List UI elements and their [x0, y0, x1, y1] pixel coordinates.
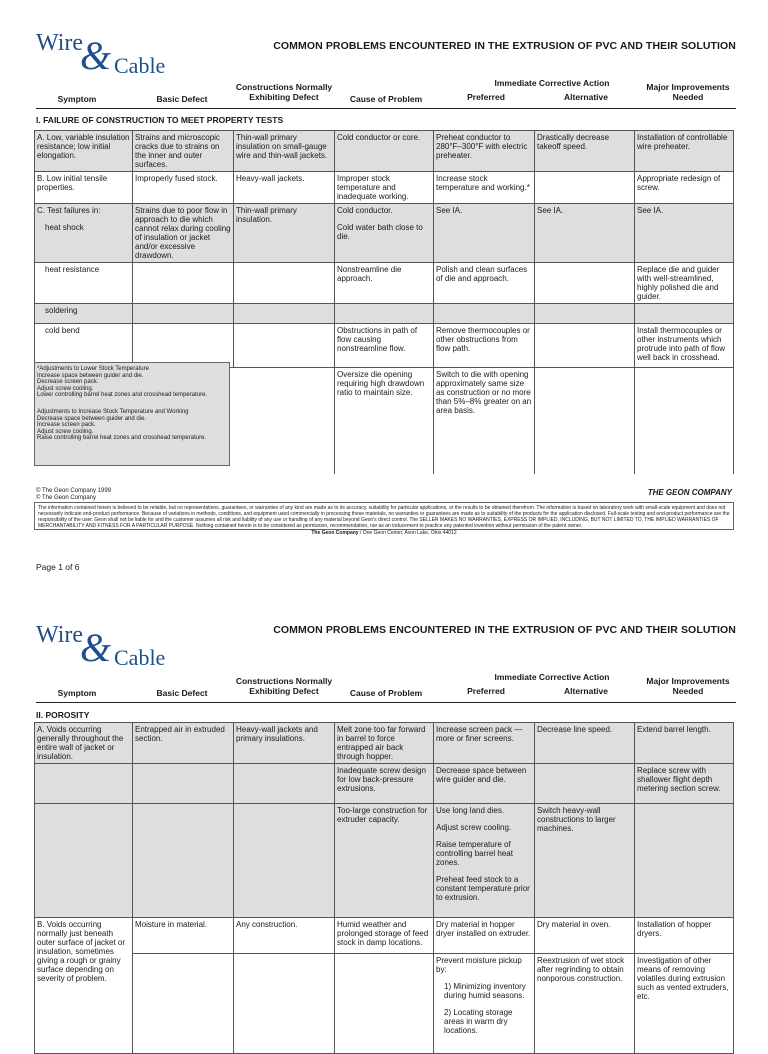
col-basic-defect: Basic Defect	[156, 94, 208, 104]
porosity-table	[34, 722, 734, 1054]
stock-temperature-note: *Adjustments to Lower Stock Temperature Increase space between guider and die. Decrease screen pack. Adjust screw cooling. Lower controlling barrel heat zones and crosshead temperature. Adjustments to Increase Stock Temperature and Working Decrease space between guider and die. Increase screen pack. Adjust screw cooling. Raise controlling barrel heat zones and crosshead temperature.	[34, 362, 230, 466]
table-row: C. Test failures in: heat shock Strains due to poor flow in approach to die which cannot relax during cooling of insulation or jacket and/or excessive drawdown. Thin-wall primary insulation. Cold conductor. Cold water bath close to die. See IA. See IA. See IA.	[35, 204, 734, 263]
table-row: heat resistance Nonstreamline die approach. Polish and clean surfaces of die and approach. Replace die and guider with well-streamlined, highly polished die and guider.	[35, 263, 734, 304]
col-major: Major Improvements Needed	[646, 676, 730, 696]
column-headers	[36, 672, 736, 702]
col-constructions: Constructions Normally Exhibiting Defect	[235, 82, 333, 102]
table-row: B. Voids occurring normally just beneath outer surface of jacket or insulation, sometimes giving a rough or grainy surface depending on severity of problem. Moisture in material. Any construction. Humid weather and prolonged storage of feed stock in damp locations. Dry material in hopper dryer installed on extruder. Dry material in oven. Installation of hopper dryers.	[35, 918, 734, 954]
col-symptom: Symptom	[57, 688, 97, 698]
table-row: A. Voids occurring generally throughout the entire wall of jacket or insulation. Entrapped air in extruded section. Heavy-wall jackets and primary insulations. Melt zone too far forward in barrel to force entrapped air back through hopper. Increase screen pack — more or finer screens. Decrease line speed. Extend barrel length.	[35, 723, 734, 764]
col-immediate: Immediate Corrective Action	[494, 672, 610, 682]
col-major: Major Improvements Needed	[646, 82, 730, 102]
page-number: Page 1 of 6	[36, 562, 80, 572]
page-1: Wire & Cable COMMON PROBLEMS ENCOUNTERED IN THE EXTRUSION OF PVC AND THEIR SOLUTION Symptom Basic Defect Constructions Normally Exhibiting Defect Cause of Problem Immediate Corrective Action Preferred Alternative Major Improvements Needed I. FAILURE OF CONSTRUCTION TO MEET PROPERTY TESTS A. Low, variable insulation resistance; low initial elongation. Strains and microscopic cracks due to strains on the inner and outer surfaces. Thin-wall primary insulation on small-gauge wire and thin-wall jackets. Cold conductor or core. Preheat conductor to 280°F–300°F with electric preheater. Drastically decrease takeoff speed. Installation of controllable wire preheater. B. Low initial tensile properties. Improperly fused stock. Heavy-wall jackets. Improper stock temperature and inadequate working. Increase stock temperature and working.* Appropriate redesign of screw. C. Test failures in: heat shock Strains due to poor flow in approach to die which cannot relax during cooling of insulation or jacket and/or excessive drawdown. Thin-wall primary insulation. Cold conductor. Cold water bath close to die. See IA. See IA. See IA. heat resistance Nonstreamline die approach. Polish and clean surfaces of die and approach. Replace die and guider with well-streamlined, highly polished die and guider. soldering cold bend Obstructions in path of flow causing nonstreamline flow. Remove thermocouples or other obstructions from flow path. Install thermocouples or other instruments which protrude into path of flow well back in crosshead. Oversize die opening requiring high drawdown ratio to maintain size. Switch to die with opening approximately same size as construction or no more than 5%–8% greater on an area basis. *Adjustments to Lower Stock Temperature Increase space between guider and die. Decrease screen pack. Adjust screw cooling. Lower controlling barrel heat zones and crosshead temperature. Adjustments to Increase Stock Temperature and Working Decrease space between guider and die. Increase screen pack. Adjust screw cooling. Raise controlling barrel heat zones and crosshead temperature. © The Geon Company 1999 © The Geon Company THE GEON COMPANY The information contained herein is believed to be reliable, but no representations, guarantees, or warranties of any kind are made as to its accuracy, suitability for particular applications, or the results to be obtained therefrom. The information is based on laboratory work with small-scale equipment and does not necessarily indicate end-product performance. Because of variations in methods, conditions, and equipment used commercially in processing these materials, no warranties or guarantees are made as to suitability of the products for the application disclosed. Full-scale testing and end-product performance are the responsibility of the user. Geon shall not be liable for and the customer assumes all risk and liability of any use or handling of any material beyond Geon's direct control. The SELLER MAKES NO WARRANTIES, EXPRESS OR IMPLIED, INCLUDING, BUT NOT LIMITED TO, THE IMPLIED WARRANTIES OF MERCHANTABILITY AND FITNESS FOR A PARTICULAR PURPOSE. Nothing contained herein is to be considered as permission, recommendation, nor as an inducement to practice any patented invention without permission of the patent owner. The Geon Company / One Geon Center, Avon Lake, Ohio 44012 Page 1 of 6	[0, 0, 768, 580]
table-row: cold bend Obstructions in path of flow causing nonstreamline flow. Remove thermocouples or other obstructions from flow path. Install thermocouples or other instruments which protrude into path of flow well back in crosshead.	[35, 324, 734, 368]
table-row: A. Low, variable insulation resistance; low initial elongation. Strains and microscopic cracks due to strains on the inner and outer surfaces. Thin-wall primary insulation on small-gauge wire and thin-wall jackets. Cold conductor or core. Preheat conductor to 280°F–300°F with electric preheater. Drastically decrease takeoff speed. Installation of controllable wire preheater.	[35, 131, 734, 172]
col-cause: Cause of Problem	[349, 688, 423, 698]
col-cause: Cause of Problem	[349, 94, 423, 104]
geon-company-logo: THE GEON COMPANY	[647, 488, 732, 497]
table-row: Prevent moisture pickup by: 1) Minimizing inventory during humid seasons. 2) Locating storage areas in warm dry locations. Reextrusion of wet stock after regrinding to obtain nonporous construction. Investigation of other means of removing volatiles during extrusion such as vented extruders, etc.	[35, 954, 734, 1054]
col-alternative: Alternative	[564, 92, 608, 102]
page-2: Wire & Cable COMMON PROBLEMS ENCOUNTERED IN THE EXTRUSION OF PVC AND THEIR SOLUTION Symptom Basic Defect Constructions Normally Exhibiting Defect Cause of Problem Immediate Corrective Action Preferred Alternative Major Improvements Needed II. POROSITY A. Voids occurring generally throughout the entire wall of jacket or insulation. Entrapped air in extruded section. Heavy-wall jackets and primary insulations. Melt zone too far forward in barrel to force entrapped air back through hopper. Increase screen pack — more or finer screens. Decrease line speed. Extend barrel length. Inadequate screw design for low back-pressure extrusions. Decrease space between wire guider and die. Replace screw with shallower flight depth metering section screw. Too-large construction for extruder capacity. Use long land dies. Adjust screw cooling. Raise temperature of controlling barrel heat zones. Preheat feed stock to a constant temperature prior to extrusion. Switch heavy-wall constructions to larger machines. B. Voids occurring normally just beneath outer surface of jacket or insulation, sometimes giving a rough or grainy surface depending on severity of problem. Moisture in material. Any construction. Humid weather and prolonged storage of feed stock in damp locations. Dry material in hopper dryer installed on extruder. Dry material in oven. Installation of hopper dryers. Prevent moisture pickup by: 1) Minimizing inventory during humid seasons. 2) Locating storage areas in warm dry locations. Reextrusion of wet stock after regrinding to obtain nonporous construction. Investigation of other means of removing volatiles during extrusion such as vented extruders, etc.	[0, 612, 768, 1024]
col-alternative: Alternative	[564, 686, 608, 696]
table-row: Inadequate screw design for low back-pressure extrusions. Decrease space between wire guider and die. Replace screw with shallower flight depth metering section screw.	[35, 764, 734, 804]
page-title: COMMON PROBLEMS ENCOUNTERED IN THE EXTRUSION OF PVC AND THEIR SOLUTION	[273, 624, 736, 636]
header-rule	[36, 108, 736, 109]
table-row: Oversize die opening requiring high drawdown ratio to maintain size. Switch to die with opening approximately same size as construction or no more than 5%–8% greater on an area basis.	[35, 368, 734, 474]
disclaimer-box: The information contained herein is believed to be reliable, but no representations, guarantees, or warranties of any kind are made as to its accuracy, suitability for particular applications, or the results to be obtained therefrom. The information is based on laboratory work with small-scale equipment and does not necessarily indicate end-product performance. Because of variations in methods, conditions, and equipment used commercially in processing these materials, no warranties or guarantees are made as to suitability of the products for the application disclosed. Full-scale testing and end-product performance are the responsibility of the user. Geon shall not be liable for and the customer assumes all risk and liability of any use or handling of any material beyond Geon's direct control. The SELLER MAKES NO WARRANTIES, EXPRESS OR IMPLIED, INCLUDING, BUT NOT LIMITED TO, THE IMPLIED WARRANTIES OF MERCHANTABILITY AND FITNESS FOR A PARTICULAR PURPOSE. Nothing contained herein is to be considered as permission, recommendation, nor as an inducement to practice any patented invention without permission of the patent owner. The Geon Company / One Geon Center, Avon Lake, Ohio 44012	[34, 502, 734, 530]
section-title: I. FAILURE OF CONSTRUCTION TO MEET PROPERTY TESTS	[36, 115, 284, 125]
col-preferred: Preferred	[467, 686, 505, 696]
col-basic-defect: Basic Defect	[156, 688, 208, 698]
column-headers	[36, 78, 736, 108]
section-title: II. POROSITY	[36, 710, 90, 720]
table-row: Too-large construction for extruder capacity. Use long land dies. Adjust screw cooling. Raise temperature of controlling barrel heat zones. Preheat feed stock to a constant temperature prior to extrusion. Switch heavy-wall constructions to larger machines.	[35, 804, 734, 918]
header-rule	[36, 702, 736, 703]
col-constructions: Constructions Normally Exhibiting Defect	[235, 676, 333, 696]
col-immediate: Immediate Corrective Action	[494, 78, 610, 88]
page-title: COMMON PROBLEMS ENCOUNTERED IN THE EXTRUSION OF PVC AND THEIR SOLUTION	[273, 40, 736, 52]
table-row: B. Low initial tensile properties. Improperly fused stock. Heavy-wall jackets. Improper stock temperature and inadequate working. Increase stock temperature and working.* Appropriate redesign of screw.	[35, 172, 734, 204]
table-row: soldering	[35, 304, 734, 324]
copyright: © The Geon Company 1999 © The Geon Company	[36, 488, 112, 501]
col-symptom: Symptom	[57, 94, 97, 104]
col-preferred: Preferred	[467, 92, 505, 102]
